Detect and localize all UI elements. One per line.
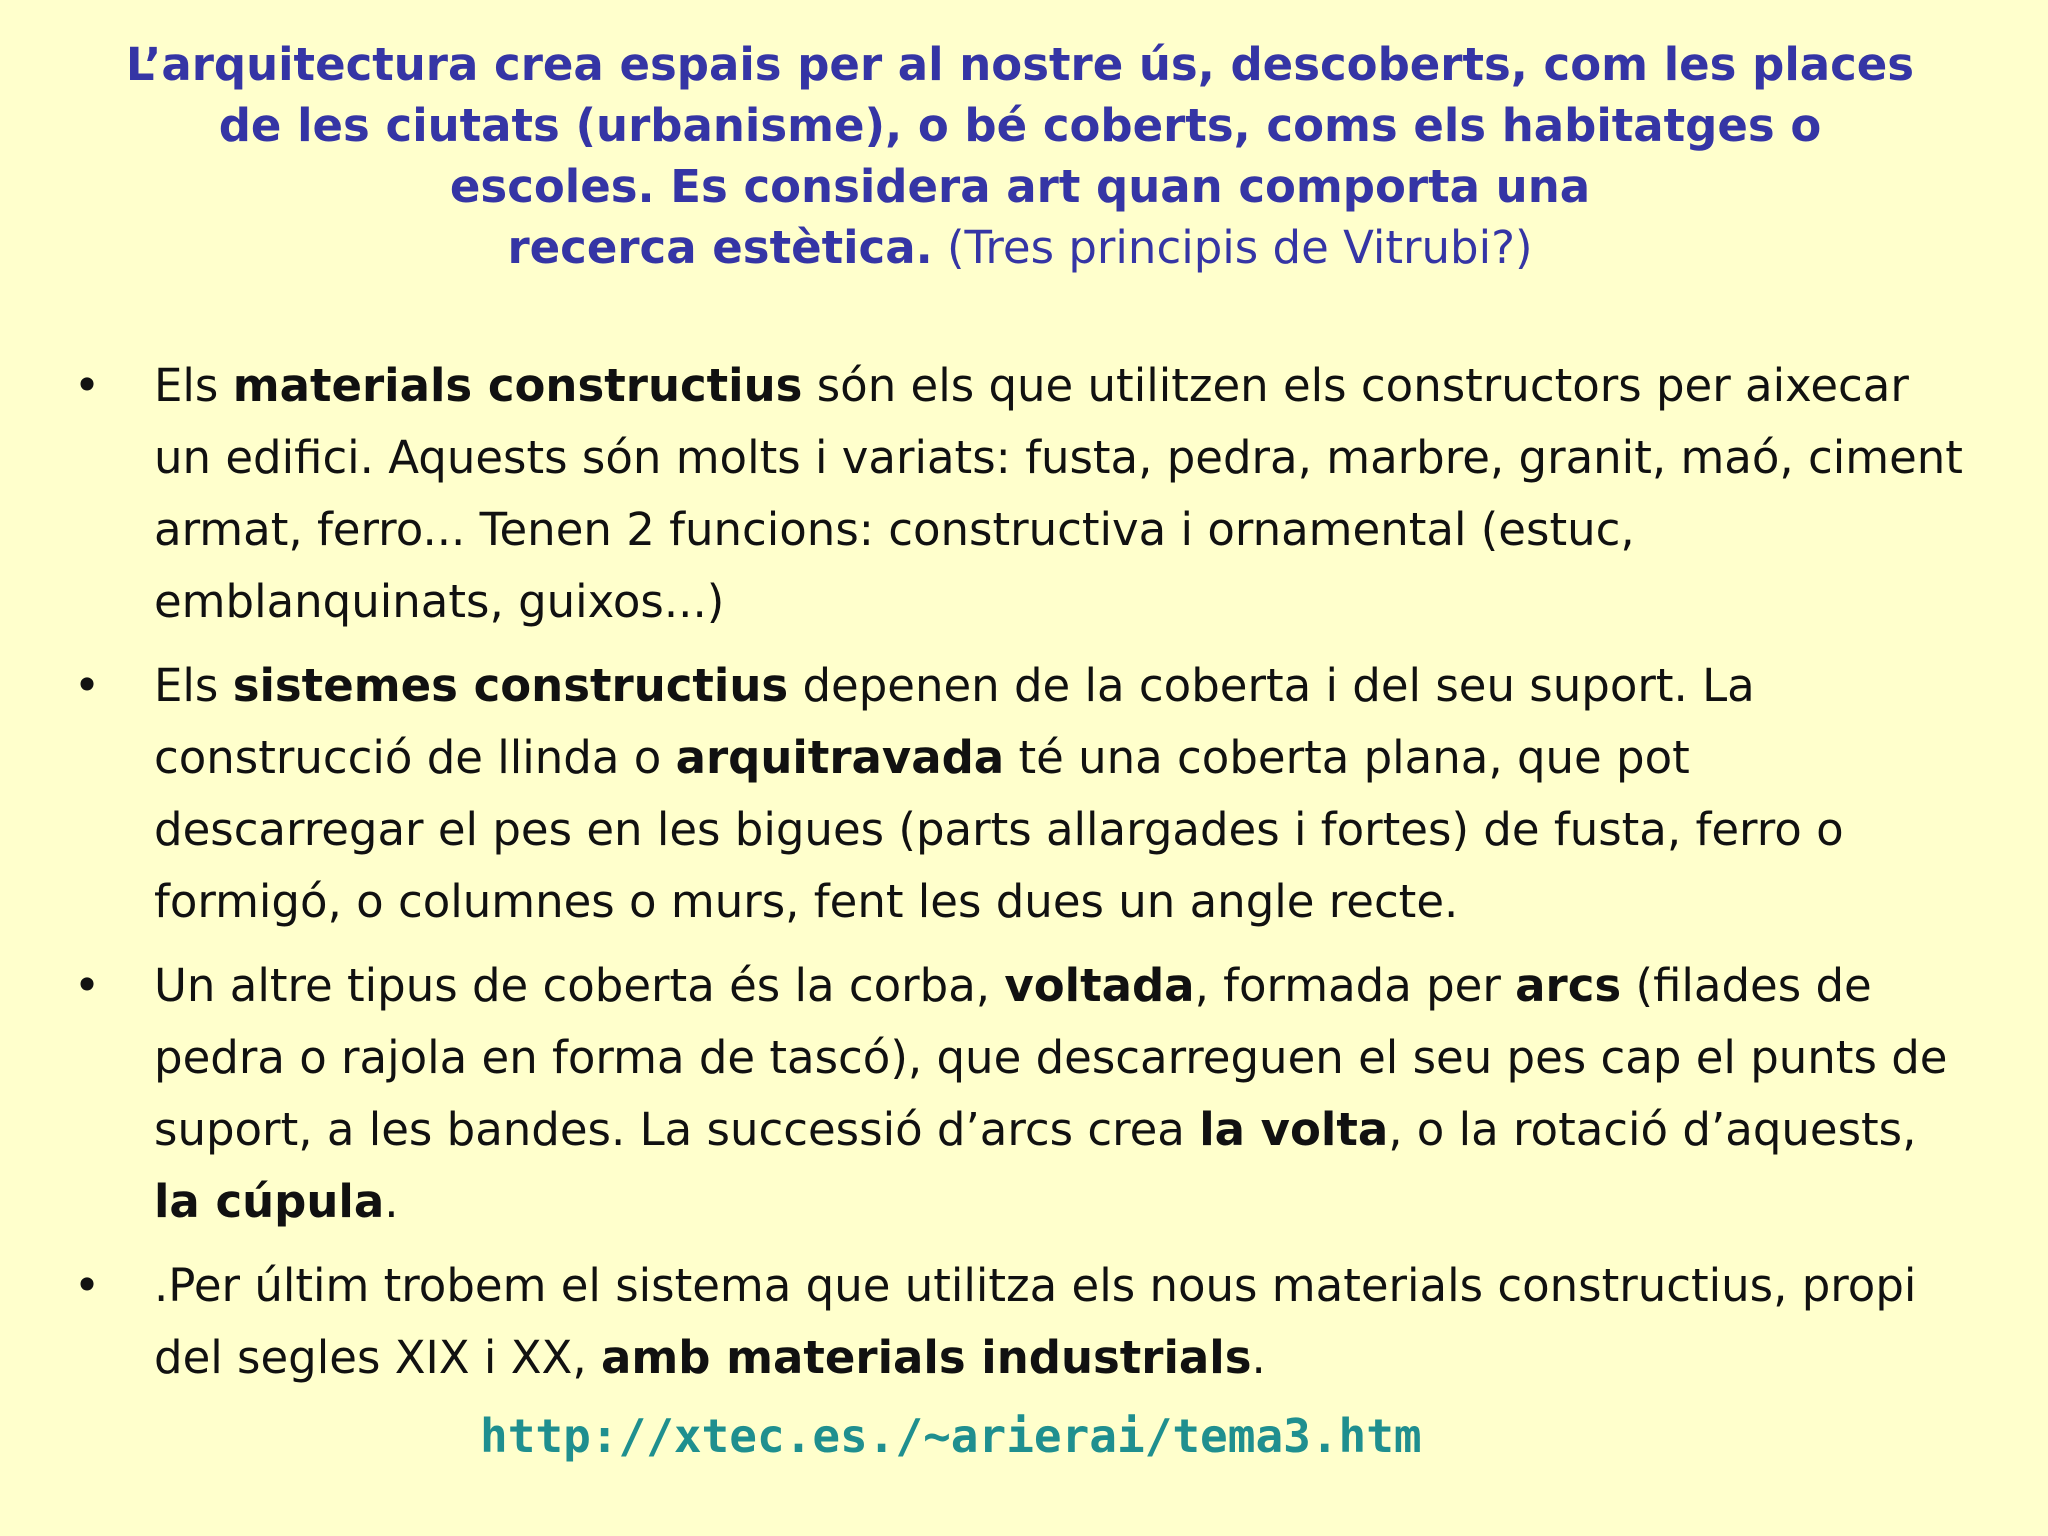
bullet-bold-text: la cúpula [154,1175,385,1228]
bullet-icon: • [73,659,101,712]
bullet-text: . [1251,1331,1266,1384]
bullet-text: . [384,1175,399,1228]
bullet-text: Els [154,359,233,412]
bullet-text: té una coberta plana, que pot descarregar el pes en les bigues (parts allargades i fortes) de fusta, ferro o formigó, o columnes o murs, fent les dues un angle recte. [154,731,1844,928]
title-line-2: de les ciutats (urbanisme), o bé coberts, coms els habitatges o [218,99,1822,152]
bullet-bold-text: amb materials industrials [601,1331,1252,1384]
bullet-text: , formada per [1194,959,1516,1012]
slide-title [110,34,1930,278]
bullet-item-materials [72,350,1972,638]
bullet-icon: • [73,959,101,1012]
bullet-item-voltada [72,950,1972,1238]
title-line-4-note: (Tres principis de Vitrubi?) [946,221,1533,274]
title-line-3: escoles. Es considera art quan comporta una [449,160,1591,213]
bullet-bold-text: arquitravada [675,731,1005,784]
bullet-bold-text: materials constructius [232,359,803,412]
bullet-bold-text: voltada [1004,959,1195,1012]
source-link[interactable]: http://xtec.es./~arierai/tema3.htm [480,1409,1422,1463]
bullet-bold-text: sistemes constructius [232,659,789,712]
bullet-bold-text: la volta [1199,1103,1389,1156]
bullet-text: Un altre tipus de coberta és la corba, [154,959,1005,1012]
title-line-4-bold: recerca estètica. [507,221,933,274]
bullet-text: , o la rotació d’aquests, [1388,1103,1917,1156]
bullet-icon: • [73,359,101,412]
bullet-text: Els [154,659,233,712]
bullet-bold-text: arcs [1515,959,1622,1012]
bullet-text: (filades de pedra o rajola en forma de tascó), que descarreguen el seu pes cap el punts de suport, a les bandes. La successió d’arcs crea [154,959,1948,1156]
bullet-text: .Per últim trobem el sistema que utilitza els nous materials constructius, propi del segles XIX i XX, [154,1259,1917,1384]
bullet-icon: • [73,1259,101,1312]
title-line-1: L’arquitectura crea espais per al nostre ús, descoberts, com les places [125,38,1915,91]
bullet-item-industrials [72,1250,1972,1394]
bullet-text: depenen de la coberta i del seu suport. La construcció de llinda o [154,659,1755,784]
bullet-list [72,350,1972,1406]
bullet-item-sistemes [72,650,1972,938]
bullet-text: són els que utilitzen els constructors per aixecar un edifici. Aquests són molts i variats: fusta, pedra, marbre, granit, maó, ciment armat, ferro... Tenen 2 funcions: constructiva i ornamental (estuc, emblanquinats, guixos...) [154,359,1963,628]
